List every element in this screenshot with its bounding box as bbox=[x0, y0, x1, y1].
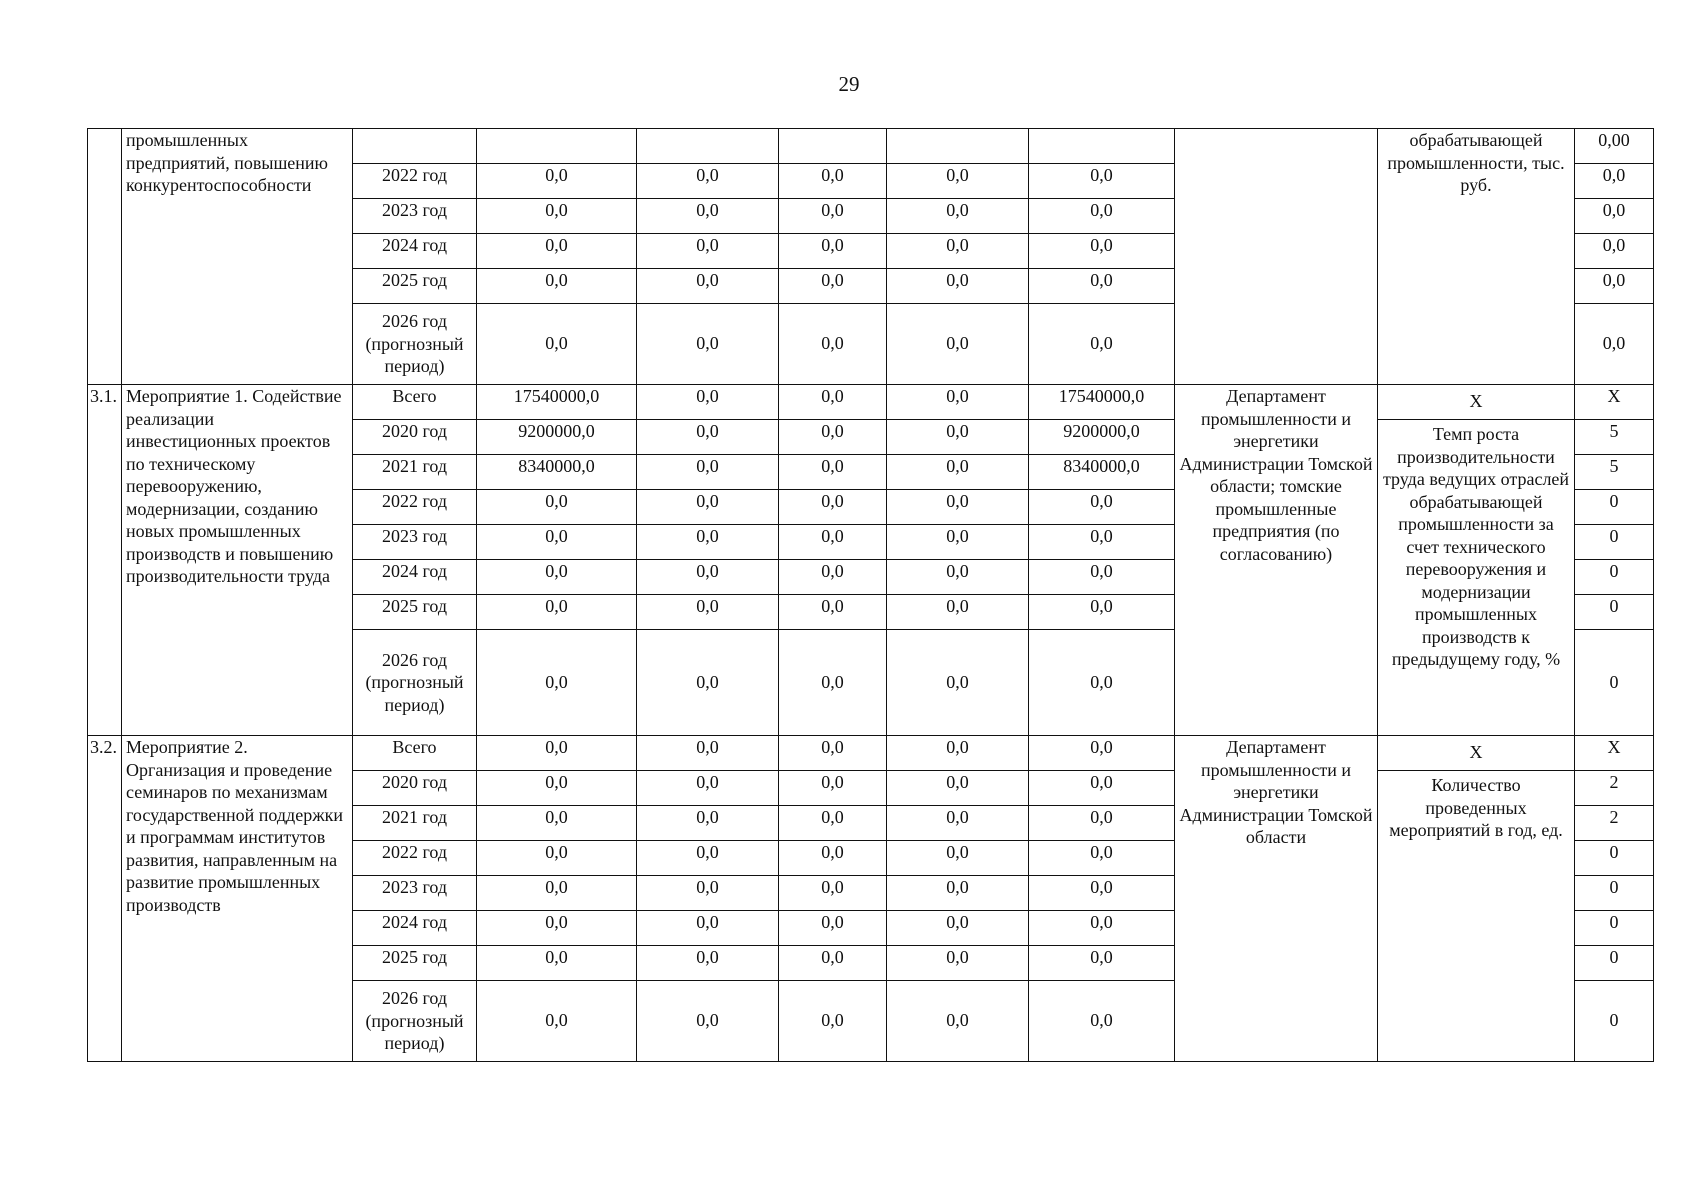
table-row: 2023 год 0,0 0,0 0,0 0,0 0,0 0 bbox=[88, 525, 1654, 560]
table-row: 2022 год 0,0 0,0 0,0 0,0 0,0 0 bbox=[88, 490, 1654, 525]
table-row: 2020 год 0,0 0,0 0,0 0,0 0,0 Количество проведенных мероприятий в год, ед. 2 bbox=[88, 771, 1654, 806]
indicator-value: 0 bbox=[1575, 946, 1654, 981]
indicator-value: 0 bbox=[1575, 876, 1654, 911]
indicator-value: 5 bbox=[1575, 455, 1654, 490]
table-row: 2022 год 0,0 0,0 0,0 0,0 0,0 0 bbox=[88, 841, 1654, 876]
indicator-value: 0,00 bbox=[1575, 129, 1654, 164]
indicator-x-cell: Х bbox=[1378, 385, 1575, 420]
table-row: 2023 год 0,0 0,0 0,0 0,0 0,0 0,0 bbox=[88, 199, 1654, 234]
table-row: 2024 год 0,0 0,0 0,0 0,0 0,0 0,0 bbox=[88, 234, 1654, 269]
indicator-value: 0,0 bbox=[1575, 269, 1654, 304]
indicator-value: 0,0 bbox=[1575, 164, 1654, 199]
indicator-value: 5 bbox=[1575, 420, 1654, 455]
executor-cell bbox=[1175, 129, 1378, 385]
indicator-name-cell: Количество проведенных мероприятий в год, ед. bbox=[1378, 771, 1575, 1062]
index-cell: 3.1. bbox=[88, 385, 122, 736]
indicator-value: 0 bbox=[1575, 490, 1654, 525]
measure-name-cell: Мероприятие 1. Содействие реализации инвестиционных проектов по техническому перевооружению, модернизации, созданию новых промышленных производств и повышению производительности труда bbox=[122, 385, 353, 736]
indicator-value: 0 bbox=[1575, 911, 1654, 946]
indicator-value: 0 bbox=[1575, 981, 1654, 1062]
table-row: 2026 год (прогнозный период) 0,0 0,0 0,0 0,0 0,0 0 bbox=[88, 630, 1654, 736]
indicator-value: 0 bbox=[1575, 595, 1654, 630]
indicator-value: 0,0 bbox=[1575, 304, 1654, 385]
indicator-value: 0 bbox=[1575, 560, 1654, 595]
table-row: 2024 год 0,0 0,0 0,0 0,0 0,0 0 bbox=[88, 560, 1654, 595]
indicator-value: 0 bbox=[1575, 841, 1654, 876]
measure-name-cell: промышленных предприятий, повышению конкурентоспособности bbox=[122, 129, 353, 385]
indicator-value: 2 bbox=[1575, 771, 1654, 806]
indicator-value: 0,0 bbox=[1575, 199, 1654, 234]
program-table bbox=[87, 128, 1654, 1062]
table-row: 2025 год 0,0 0,0 0,0 0,0 0,0 0,0 bbox=[88, 269, 1654, 304]
table-row: 3.1. Мероприятие 1. Содействие реализации инвестиционных проектов по техническому перевооружению, модернизации, созданию новых промышленных производств и повышению производительности труда Всего 17540000,0 0,0 0,0 0,0 17540000,0 Департамент промышленности и энергетики Администрации Томской области; томские промышленные предприятия (по согласованию) Х Х bbox=[88, 385, 1654, 420]
executor-cell: Департамент промышленности и энергетики Администрации Томской области; томские промышленные предприятия (по согласованию) bbox=[1175, 385, 1378, 736]
indicator-x-cell: Х bbox=[1378, 736, 1575, 771]
table-row: 2021 год 0,0 0,0 0,0 0,0 0,0 2 bbox=[88, 806, 1654, 841]
measure-name-cell: Мероприятие 2. Организация и проведение семинаров по механизмам государственной поддержки и программам институтов развития, направленным на развитие промышленных производств bbox=[122, 736, 353, 1062]
page-number: 29 bbox=[838, 72, 860, 96]
table-row: 2022 год 0,0 0,0 0,0 0,0 0,0 0,0 bbox=[88, 164, 1654, 199]
table-row: 2025 год 0,0 0,0 0,0 0,0 0,0 0 bbox=[88, 595, 1654, 630]
indicator-value: Х bbox=[1575, 385, 1654, 420]
table-row: 3.2. Мероприятие 2. Организация и проведение семинаров по механизмам государственной поддержки и программам институтов развития, направленным на развитие промышленных производств Всего 0,0 0,0 0,0 0,0 0,0 Департамент промышленности и энергетики Администрации Томской области Х Х bbox=[88, 736, 1654, 771]
indicator-name-cell: Темп роста производительности труда ведущих отраслей обрабатывающей промышленности за счет технического перевооружения и модернизации промышленных производств к предыдущему году, % bbox=[1378, 420, 1575, 736]
table-row: 2025 год 0,0 0,0 0,0 0,0 0,0 0 bbox=[88, 946, 1654, 981]
executor-cell: Департамент промышленности и энергетики Администрации Томской области bbox=[1175, 736, 1378, 1062]
indicator-value: 0 bbox=[1575, 630, 1654, 736]
indicator-name-cell: обрабатывающей промышленности, тыс. руб. bbox=[1378, 129, 1575, 385]
indicator-value: 0 bbox=[1575, 525, 1654, 560]
indicator-value: 0,0 bbox=[1575, 234, 1654, 269]
table-row: 2026 год (прогнозный период) 0,0 0,0 0,0 0,0 0,0 0 bbox=[88, 981, 1654, 1062]
table-row: 2020 год 9200000,0 0,0 0,0 0,0 9200000,0 Темп роста производительности труда ведущих отраслей обрабатывающей промышленности за счет технического перевооружения и модернизации промышленных производств к предыдущему году, % 5 bbox=[88, 420, 1654, 455]
indicator-value: 2 bbox=[1575, 806, 1654, 841]
table-row: 2021 год 8340000,0 0,0 0,0 0,0 8340000,0 5 bbox=[88, 455, 1654, 490]
table-row: 2023 год 0,0 0,0 0,0 0,0 0,0 0 bbox=[88, 876, 1654, 911]
table-row bbox=[88, 129, 1654, 164]
table-row: 2026 год (прогнозный период) 0,0 0,0 0,0 0,0 0,0 0,0 bbox=[88, 304, 1654, 385]
table-row: 2024 год 0,0 0,0 0,0 0,0 0,0 0 bbox=[88, 911, 1654, 946]
index-cell bbox=[88, 129, 122, 385]
index-cell: 3.2. bbox=[88, 736, 122, 1062]
indicator-value: Х bbox=[1575, 736, 1654, 771]
